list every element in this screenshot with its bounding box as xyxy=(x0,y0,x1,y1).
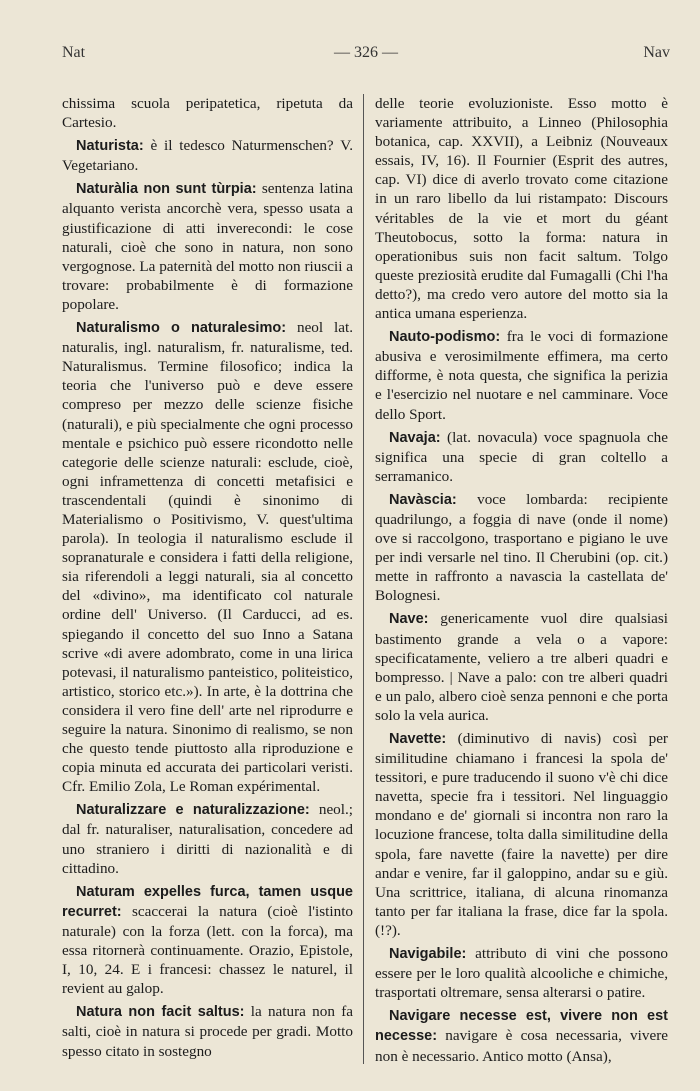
entry-headword: Natura non facit saltus: xyxy=(76,1004,245,1021)
entry-text: è il tedesco Naturmenschen? V. Vegetariano. xyxy=(62,137,353,175)
entry-text: genericamente vuol dire qualsiasi bastimento grande a vela o a vapore: specificatamente, veliero a tre alberi quadri e bompresso. | Nave a palo: con tre alberi quadri e un palo, albero cioè senza pennoni e che porta solo la vela aurica. xyxy=(375,610,668,724)
dictionary-entry xyxy=(375,490,668,606)
entry-text: neol lat. naturalis, ingl. naturalism, fr. naturalisme, ted. Naturalismus. Termine filosofico; indica la teoria che l'universo può e deve essere compreso per mezzo delle scienze fisiche (naturali), e più specialmente che ogni processo mentale e psichico può essere ricondotto nelle categorie delle scienze naturali: esclude, cioè, ogni inframettenza di concetti metafisici e trascendentali (quindi è sinonimo di Materialismo o Positivismo, V. quest'ultima parola). In teologia il naturalismo esclude il sopranaturale e considera i fatti della religione, sia riferendoli a leggi naturali, sia al concetto del «divino», ma identificato col naturale ordine dell' Universo. (Il Carducci, ad es. spiegando il concetto del suo Inno a Satana scrive «di avere adombrato, come in una lirica potevasi, il naturalismo panteistico, politeistico, artistico, storico etc.»). In arte, è la dottrina che considera il vero fine dell' arte nel riprodurre e seguire la natura. Sinonimo di realismo, se non che questo tende piuttosto alla riproduzione e copia minuta ed accurata dei particolari veristi. Cfr. Emilio Zola, Le Roman expérimental. xyxy=(62,319,354,796)
entry-headword: Naturàlia non sunt tùrpia: xyxy=(76,181,257,198)
dictionary-entry xyxy=(375,327,668,423)
page-number: — 326 — xyxy=(334,44,398,61)
header-left-guide-word: Nat xyxy=(62,44,86,61)
entry-headword: Navaja: xyxy=(389,429,441,446)
right-column xyxy=(375,94,668,1070)
entry-headword: Naturam expelles furca, tamen usque recurret: xyxy=(62,883,353,920)
dictionary-entry xyxy=(62,1002,353,1060)
page-header xyxy=(62,44,670,68)
entry-text: la natura non fa salti, cioè in natura si procede per gradi. Motto spesso citato in sostegno xyxy=(62,1003,353,1060)
entry-text: (lat. novacula) voce spagnuola che significa una specie di gran coltello a serramanico. xyxy=(375,428,668,485)
entry-headword: Navigabile: xyxy=(389,946,467,963)
dictionary-entry xyxy=(375,944,668,1002)
entry-headword: Naturista: xyxy=(76,138,144,155)
entry-text: delle teorie evoluzioniste. Esso motto è variamente attribuito, a Linneo (Philosophia botanica, cap. XXVII), a Leibniz (Nouveaux essais, IV, 16). Il Fournier (Esprit des autres, cap. VI) dice di averlo trovato come citazione in un raro libello da lui ristampato: Discours véritables de la vie et mort du géant Theutobocus, sotto la forma: natura in operationibus suis non facit saltum. Tolgo queste preziosità erudite dal Fumagalli (Chi l'ha detto?), ma credo vero autore del motto sia la antica umana esperienza. xyxy=(375,95,668,323)
dictionary-entry xyxy=(375,609,668,725)
entry-headword: Navette: xyxy=(389,731,447,747)
entry-text: neol.; dal fr. naturaliser, naturalisation, concedere ad uno straniero i diritti di nazionalità e di cittadino. xyxy=(62,801,354,877)
dictionary-entry xyxy=(375,729,668,940)
dictionary-entry: chissima scuola peripatetica, ripetuta da Cartesio. xyxy=(62,95,353,132)
dictionary-entry xyxy=(375,94,668,323)
dictionary-entry xyxy=(62,882,353,999)
dictionary-entry xyxy=(375,1006,668,1065)
entry-headword: Navigare necesse est, vivere non est necesse: xyxy=(375,1008,668,1045)
left-column xyxy=(62,94,353,1065)
dictionary-entry xyxy=(375,428,668,486)
entry-text: voce lombarda: recipiente quadrilungo, a foggia di nave (onde il nome) ove si raccolgono, trasportano e pigiano le uve per indi versarle nel tino. Il Cherubini (op. cit.) mette in raffronto a navascia la castellata de' Bolognesi. xyxy=(375,490,668,605)
entry-text: sentenza latina alquanto verista ancorchè vera, spesso usata a giustificazione di atti inverecondi: le cose naturali, cioè che sono in natura, non sono vergognose. La paternità del motto non riuscii a trovare: probabilmente è di formazione popolare. xyxy=(62,180,354,313)
entry-headword: Naturalizzare e naturalizzazione: xyxy=(76,802,310,819)
dictionary-entry xyxy=(62,179,353,314)
entry-text: navigare è cosa necessaria, vivere non è necessario. Antico motto (Ansa), xyxy=(375,1027,668,1065)
entry-text: attributo di vini che possono essere per le loro qualità alcooliche e chimiche, trasportati oltremare, sensa alterarsi o patire. xyxy=(375,945,669,1002)
column-divider xyxy=(363,94,364,1064)
entry-text: fra le voci di formazione abusiva e verosimilmente effimera, ma certo difforme, è nota questa, che significa la perizia e l'esercizio nel nuotare e nel camminare. Voce dello Sport. xyxy=(375,328,669,423)
entry-headword: Navàscia: xyxy=(389,491,457,508)
entry-headword: Naturalismo o naturalesimo: xyxy=(76,320,287,337)
dictionary-entry xyxy=(62,318,353,796)
entry-text: (diminutivo di navis) così per similitudine chiamano i francesi la spola de' tessitori, e pure traducendo il suono v'è chi dice navetta, specie fra i tessitori. Nel linguaggio mondano e de' giornali si incontra non raro la locuzione francese, tolta dalla similitudine della spola, fare navette (faire la navette) per dire andar e venire, far il galoppino, andar su e giù. Una scrittrice, italiana, di alcuna rinomanza tanto per far italiana la frase, dice far la spola. (!?). xyxy=(375,730,668,939)
dictionary-entry xyxy=(62,136,353,175)
entry-headword: Nave: xyxy=(389,611,429,628)
header-right-guide-word: Nav xyxy=(643,44,670,61)
dictionary-entry xyxy=(62,800,353,877)
entry-headword: Nauto-podismo: xyxy=(389,329,501,346)
entry-text: scaccerai la natura (cioè l'istinto naturale) con la forza (lett. con la forca), ma essa ritornerà continuamente. Orazio, Epistole, I, 10, 24. E i francesi: chassez le naturel, il revient au galop. xyxy=(62,902,354,998)
